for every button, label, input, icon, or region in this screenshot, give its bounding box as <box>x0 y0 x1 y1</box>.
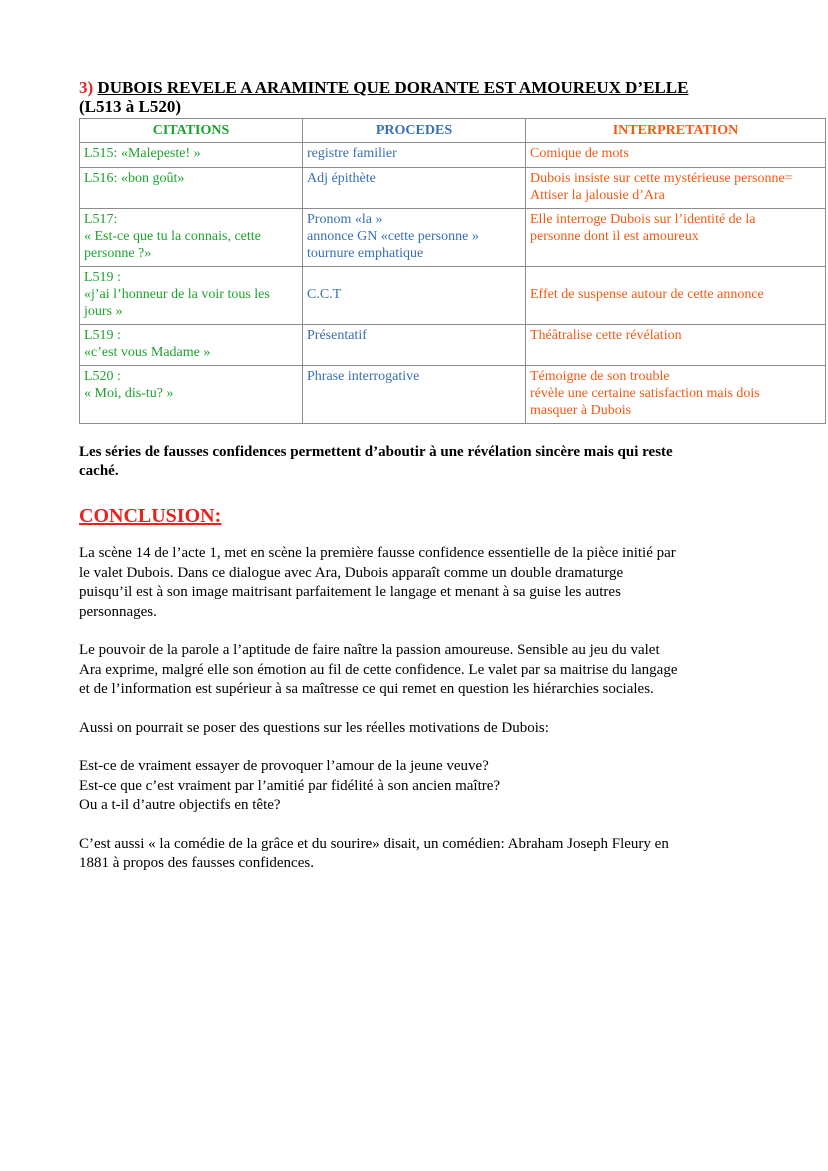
conclusion-paragraph: Est-ce de vraiment essayer de provoquer l’amour de la jeune veuve? Est-ce que c’est vraiment par l’amitié par fidélité à son ancien maître? Ou a t-il d’autre objectifs en tête? <box>79 758 501 813</box>
citation-cell: L520 : « Moi, dis-tu? » <box>80 366 303 424</box>
procede-cell: C.C.T <box>303 267 526 325</box>
citation-cell: L516: «bon goût» <box>80 168 303 209</box>
interpretation-cell: Effet de suspense autour de cette annonce <box>526 267 826 325</box>
table-header-row <box>80 119 826 143</box>
conclusion-paragraph: C’est aussi « la comédie de la grâce et du sourire» disait, un comédien: Abraham Joseph Fleury en 1881 à propos des fausses confidences. <box>79 835 669 871</box>
conclusion-paragraph: Aussi on pourrait se poser des questions sur les réelles motivations de Dubois: <box>79 719 549 736</box>
interpretation-cell: Théâtralise cette révélation <box>526 325 826 366</box>
table-row <box>80 267 826 325</box>
analysis-table <box>79 118 826 424</box>
procede-cell: registre familier <box>303 143 526 168</box>
citation-cell: L519 : «c’est vous Madame » <box>80 325 303 366</box>
citation-cell: L519 : «j’ai l’honneur de la voir tous les jours » <box>80 267 303 325</box>
header-citations: CITATIONS <box>80 119 303 143</box>
table-row <box>80 366 826 424</box>
section-title <box>79 78 825 97</box>
procede-cell: Phrase interrogative <box>303 366 526 424</box>
section-number: 3) <box>79 78 94 97</box>
conclusion-heading: CONCLUSION: <box>79 505 222 527</box>
interpretation-cell: Elle interroge Dubois sur l’identité de la personne dont il est amoureux <box>526 209 826 267</box>
summary-statement: Les séries de fausses confidences permettent d’aboutir à une révélation sincère mais qui reste caché. <box>79 444 673 479</box>
procede-cell: Pronom «la » annonce GN «cette personne » tournure emphatique <box>303 209 526 267</box>
citation-cell: L515: «Malepeste! » <box>80 143 303 168</box>
interpretation-cell: Témoigne de son trouble révèle une certaine satisfaction mais dois masquer à Dubois <box>526 366 826 424</box>
table-row <box>80 168 826 209</box>
procede-cell: Présentatif <box>303 325 526 366</box>
header-procedes: PROCEDES <box>303 119 526 143</box>
table-row <box>80 325 826 366</box>
interpretation-cell: Comique de mots <box>526 143 826 168</box>
header-interpretation: INTERPRETATION <box>526 119 826 143</box>
table-row <box>80 209 826 267</box>
interpretation-cell: Dubois insiste sur cette mystérieuse personne= Attiser la jalousie d’Ara <box>526 168 826 209</box>
section-subtitle: (L513 à L520) <box>79 97 181 116</box>
document-page <box>79 78 825 874</box>
section-heading: DUBOIS REVELE A ARAMINTE QUE DORANTE EST AMOUREUX D’ELLE <box>97 78 689 97</box>
conclusion-paragraph: Le pouvoir de la parole a l’aptitude de faire naître la passion amoureuse. Sensible au jeu du valet Ara exprime, malgré elle son émotion au fil de cette confidence. Le valet par sa maitrise du langage et de l’information est supérieur à sa maîtresse ce qui remet en question les hiérarchies sociales. <box>79 642 678 697</box>
conclusion-paragraph: La scène 14 de l’acte 1, met en scène la première fausse confidence essentielle de la pièce initié par le valet Dubois. Dans ce dialogue avec Ara, Dubois apparaît comme un double dramaturge puisqu’il est à son image maitrisant parfaitement le langage et menant à sa guise les autres personnages. <box>79 545 676 620</box>
table-row <box>80 143 826 168</box>
procede-cell: Adj épithète <box>303 168 526 209</box>
citation-cell: L517: « Est-ce que tu la connais, cette personne ?» <box>80 209 303 267</box>
